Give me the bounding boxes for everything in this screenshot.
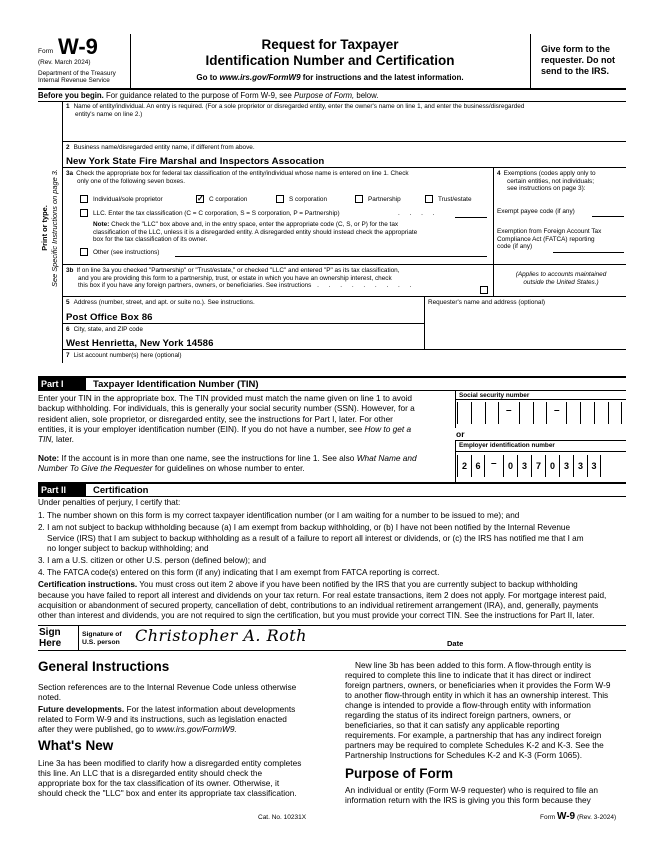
line-5-label: 5 Address (number, street, and apt. or suite no.). See instructions.	[66, 299, 255, 306]
individual-label: Individual/sole proprietor	[93, 196, 163, 203]
ein-label: Employer identification number	[459, 442, 555, 449]
llc-code-input[interactable]	[455, 208, 487, 218]
form-title	[130, 37, 530, 82]
give-form-note: Give form to the requester. Do not send to the IRS.	[541, 44, 616, 76]
purpose-of-form-heading: Purpose of Form	[345, 766, 454, 781]
form-word: Form	[38, 48, 54, 55]
whats-new-heading: What's New	[38, 738, 114, 753]
business-name-field[interactable]: New York State Fire Marshal and Inspectors Assocation	[66, 156, 325, 167]
date-label: Date	[447, 639, 464, 648]
certification-text: Under penalties of perjury, I certify that: 1. The number shown on this form is my correct taxpayer identification number (or I am waiting for a number to be issued to me); and 2. I am not subject to backup withholding because (a) I am exempt from backup withholding, or (b) I have not been notified by the Internal Revenue Service (IRS) that I am subject to backup withholding as a result of a failure to report all interest or dividends, or (c) the IRS has notified me that I am no longer subject to backup withholding; and 3. I am a U.S. citizen or other U.S. person (defined below); and 4. The FATCA code(s) entered on this form (if any) indicating that I am exempt from FATCA reporting is correct. Certification instructions. You must cross out item 2 above if you have been notified by the IRS that you are currently subject to backup withholding because you have failed to report all interest and dividends on your tax return. For real estate transactions, item 2 does not apply. For mortgage interest paid, acquisition or abandonment of secured property, cancellation of debt, contributions to an individual retirement arrangement (IRA), and, generally, payments other than interest and dividends, you are not required to sign the certification, but you must provide your correct TIN. See the instructions for Part II, later.	[38, 498, 607, 621]
s-corp-checkbox[interactable]	[276, 195, 284, 203]
s-corp-label: S corporation	[289, 196, 328, 203]
llc-note: Note: Check the "LLC" box above and, in the entry space, enter the appropriate code (C, S, or P) for the tax classification of the LLC, unless it is a disregarded entity. A disregarded entity should instead check the appropriate box for the tax classification of its owner.	[93, 221, 418, 244]
part-2-title: Certification	[93, 485, 149, 496]
line-2-label: 2 Business name/disregarded entity name, if different from above.	[66, 144, 255, 151]
ein-digit: 3	[573, 455, 587, 477]
general-instructions-heading: General Instructions	[38, 659, 170, 674]
llc-dots: . . . .	[398, 210, 439, 217]
line-3b-change-text: New line 3b has been added to this form. A flow-through entity is required to complete this line to indicate that it has direct or indirect foreign partners, owners, or beneficiaries when it provides the Form W-9 to another flow-through entity in which it has an ownership interest. This change is intended to provide a flow-through entity with information regarding the status of its indirect foreign partners, owners, or beneficiaries, so that it can satisfy any applicable reporting requirements. For example, a partnership that has any indirect foreign partners may be required to complete Schedules K-2 and K-3. See the Partnership Instructions for Schedules K-2 and K-3 (Form 1065).	[345, 660, 611, 760]
ein-digit: 3	[559, 455, 573, 477]
exempt-payee-input[interactable]	[592, 208, 624, 217]
foreign-partners-checkbox[interactable]	[480, 286, 488, 294]
date-field[interactable]	[470, 630, 624, 648]
ein-digit: 6	[471, 455, 485, 477]
c-corp-checkbox[interactable]	[196, 195, 204, 203]
or-label: or	[456, 429, 465, 439]
signature-label: Signature of U.S. person	[82, 631, 122, 646]
form-revision: (Rev. March 2024)	[38, 59, 91, 66]
ein-digit: 3	[517, 455, 531, 477]
part-1-label: Part I	[38, 378, 86, 390]
other-input[interactable]	[175, 247, 487, 257]
line-3b-label: 3b If on line 3a you checked "Partnership" or "Trust/estate," or checked "LLC" and entered "P" as its tax classification, and you are providing this form to a partnership, trust, or estate in which you have an ownership interest, check this box if you have any foreign partners, owners, or beneficiaries. See instructions . . . . . . . . .	[66, 267, 416, 290]
before-you-begin: Before you begin. For guidance related to the purpose of Form W-9, see Purpose of Form, below.	[38, 91, 379, 100]
exempt-payee-label: Exempt payee code (if any)	[497, 208, 575, 215]
part-1-instructions: Enter your TIN in the appropriate box. The TIN provided must match the name given on line 1 to avoid backup withholding. For individuals, this is generally your social security number (SSN). However, for a resident alien, sole proprietor, or disregarded entity, see the instructions for Part I, later. For other entities, it is your employer identification number (EIN). If you do not have a number, see How to get a TIN, later.	[38, 393, 415, 445]
line-1-label: 1 Name of entity/individual. An entry is required. (For a sole proprietor or disregarded entity, enter the owner's name on line 1, and enter the business/disregarded entity's name on line 2.)	[66, 103, 525, 118]
partnership-checkbox[interactable]	[355, 195, 363, 203]
form-name: W-9	[58, 34, 98, 59]
llc-checkbox[interactable]	[80, 209, 88, 217]
address-field[interactable]: Post Office Box 86	[66, 312, 153, 323]
ein-digit: 3	[587, 455, 601, 477]
individual-checkbox[interactable]	[80, 195, 88, 203]
fatca-label: Exemption from Foreign Account Tax Compliance Act (FATCA) reporting code (if any)	[497, 228, 602, 251]
ein-digit: 0	[503, 455, 517, 477]
city-state-zip-field[interactable]: West Henrietta, New York 14586	[66, 338, 214, 349]
line-3a-label: 3a Check the appropriate box for federal tax classification of the entity/individual whose name is entered on line 1. Check only one of the following seven boxes.	[66, 170, 409, 185]
catalog-number: Cat. No. 10231X	[258, 814, 307, 821]
section-references: Section references are to the Internal Revenue Code unless otherwise noted.	[38, 682, 297, 702]
ein-digit: 0	[545, 455, 559, 477]
purpose-text: An individual or entity (Form W-9 requester) who is required to file an information return with the IRS is giving you this form because they	[345, 785, 599, 805]
fatca-input[interactable]	[553, 244, 624, 253]
applies-note: (Applies to accounts maintained outside the United States.)	[515, 271, 607, 286]
c-corp-label: C corporation	[209, 196, 248, 203]
footer-form-id: Form W-9 (Rev. 3-2024)	[540, 811, 617, 822]
goto-url[interactable]: www.irs.gov/FormW9	[219, 73, 301, 82]
trust-checkbox[interactable]	[425, 195, 433, 203]
part-1-title: Taxpayer Identification Number (TIN)	[93, 379, 259, 390]
part-1-note: Note: If the account is in more than one name, see the instructions for line 1. See also What Name and Number To Give the Requester for guidelines on whose number to enter.	[38, 453, 417, 474]
signature-field[interactable]: Christopher A. Roth	[135, 626, 307, 645]
irs: Internal Revenue Service	[38, 77, 110, 84]
whats-new-text: Line 3a has been modified to clarify how a disregarded entity completes this line. An LLC that is a disregarded entity should check the appropriate box for the tax classification of its owner. Otherwise, it should check the "LLC" box and enter its appropriate tax classification.	[38, 758, 302, 798]
part-2-label: Part II	[38, 484, 86, 496]
line-4-exemptions: 4 Exemptions (codes apply only to certain entities, not individuals; see instructions on page 3):	[497, 170, 596, 193]
goto-line: Go to www.irs.gov/FormW9 for instructions and the latest information.	[196, 73, 464, 82]
trust-label: Trust/estate	[438, 196, 472, 203]
requester-label: Requester's name and address (optional)	[428, 299, 546, 306]
future-developments: Future developments. For the latest information about developments related to Form W-9 and its instructions, such as legislation enacted after they were published, go to www.irs.gov/FormW9.	[38, 704, 296, 734]
line-1-input[interactable]	[66, 120, 626, 140]
check-mark-icon: ✓	[197, 194, 204, 203]
llc-label: LLC. Enter the tax classification (C = C corporation, S = S corporation, P = Partnership)	[93, 210, 340, 217]
line-6-label: 6 City, state, and ZIP code	[66, 326, 143, 333]
side-label: Print or type. See Specific Instructions on page 3.	[40, 169, 59, 287]
title-line-2: Identification Number and Certification	[205, 53, 455, 68]
requester-input[interactable]	[428, 310, 624, 346]
other-checkbox[interactable]	[80, 248, 88, 256]
account-number-input[interactable]	[66, 361, 624, 375]
line-7-label: 7 List account number(s) here (optional)	[66, 352, 182, 359]
title-line-1: Request for Taxpayer	[261, 37, 399, 52]
department: Department of the Treasury	[38, 70, 116, 77]
sign-here: Sign Here	[39, 627, 62, 649]
ein-input[interactable]: 2 6 – 0 3 7 0 3 3 3	[455, 452, 630, 480]
other-label: Other (see instructions)	[93, 249, 160, 256]
partnership-label: Partnership	[368, 196, 401, 203]
irs-link[interactable]: www.irs.gov/FormW9.	[156, 724, 237, 734]
ein-digit: 2	[457, 455, 471, 477]
ssn-input[interactable]: – –	[455, 400, 630, 427]
ssn-label: Social security number	[459, 392, 530, 399]
ein-digit: 7	[531, 455, 545, 477]
